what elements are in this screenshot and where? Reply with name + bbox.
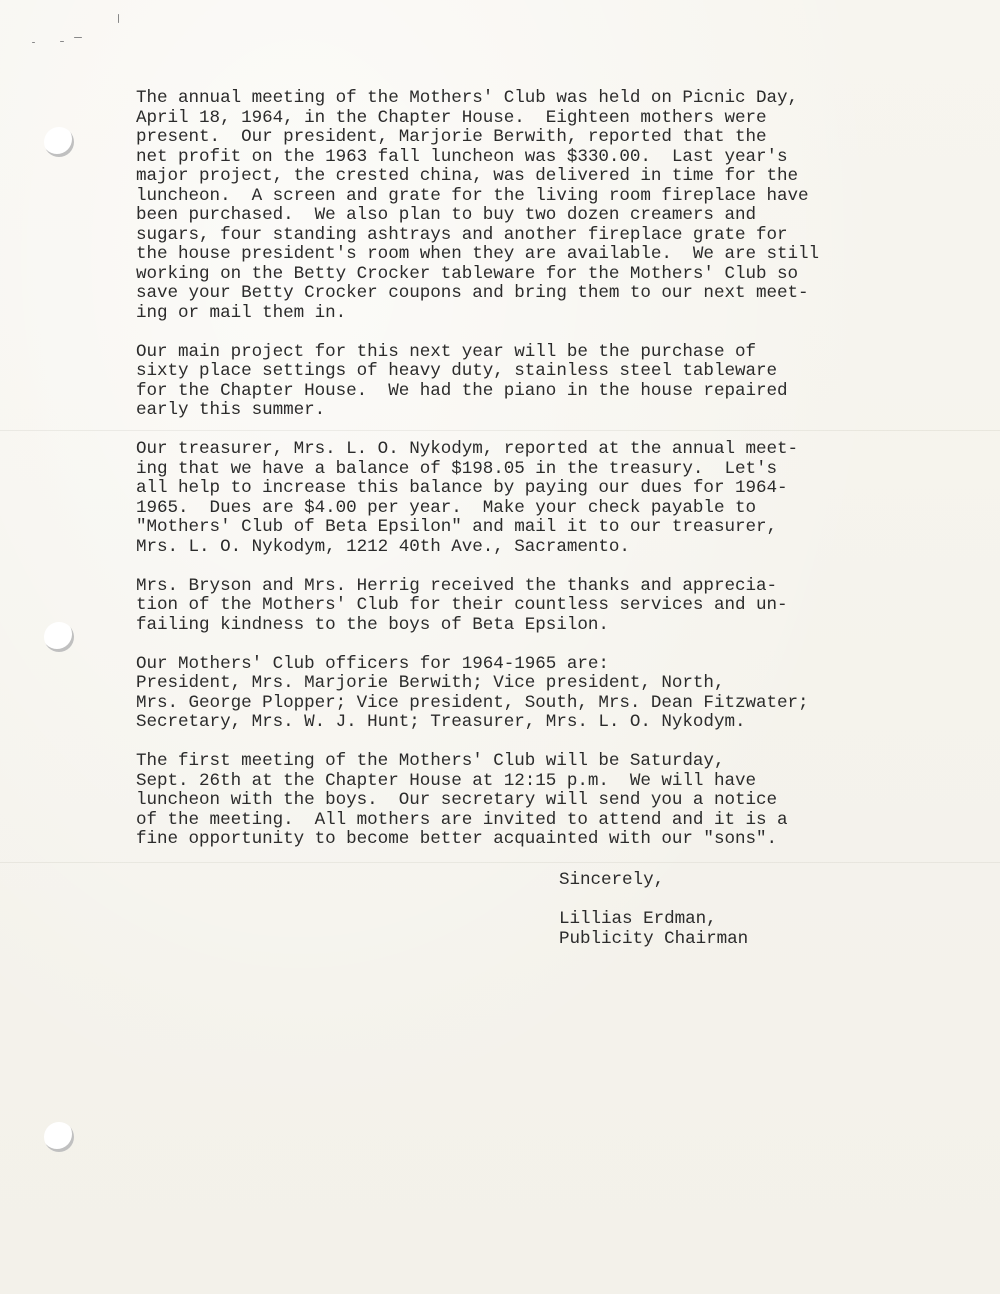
text-line: Sept. 26th at the Chapter House at 12:15 p.m. We will have <box>136 770 756 791</box>
text-line: President, Mrs. Marjorie Berwith; Vice president, North, <box>136 673 725 693</box>
text-line: luncheon. A screen and grate for the living room fireplace have <box>136 185 809 206</box>
text-line: Mrs. George Plopper; Vice president, South, Mrs. Dean Fitzwater; <box>136 692 809 713</box>
signer-name: Lillias Erdman, <box>559 909 717 929</box>
text-line: present. Our president, Marjorie Berwith, reported that the <box>136 127 767 147</box>
text-line: tion of the Mothers' Club for their countless services and un- <box>136 595 788 615</box>
text-line: Secretary, Mrs. W. J. Hunt; Treasurer, Mrs. L. O. Nykodym. <box>136 712 746 732</box>
binder-hole <box>44 622 74 652</box>
paragraph-thanks <box>136 577 936 636</box>
text-line: fine opportunity to become better acquainted with our "sons". <box>136 829 777 849</box>
text-line: failing kindness to the boys of Beta Epsilon. <box>136 614 609 635</box>
text-line: The first meeting of the Mothers' Club will be Saturday, <box>136 751 725 771</box>
text-line: major project, the crested china, was delivered in time for the <box>136 166 799 186</box>
text-line: of the meeting. All mothers are invited to attend and it is a <box>136 809 788 830</box>
paragraph-officers <box>136 655 936 733</box>
text-line: Mrs. Bryson and Mrs. Herrig received the thanks and apprecia- <box>136 575 777 596</box>
text-line: 1965. Dues are $4.00 per year. Make your check payable to <box>136 497 756 518</box>
text-line: The annual meeting of the Mothers' Club was held on Picnic Day, <box>136 88 799 108</box>
text-line: Our main project for this next year will be the purchase of <box>136 341 756 362</box>
text-line: save your Betty Crocker coupons and bring them to our next meet- <box>136 283 809 303</box>
paragraph-treasurer-report <box>136 440 936 557</box>
text-line: working on the Betty Crocker tableware for the Mothers' Club so <box>136 263 799 284</box>
text-line: early this summer. <box>136 400 326 420</box>
text-line: "Mothers' Club of Beta Epsilon" and mail it to our treasurer, <box>136 517 777 537</box>
signer-title: Publicity Chairman <box>559 928 749 949</box>
text-line: luncheon with the boys. Our secretary will send you a notice <box>136 790 777 810</box>
text-line: Our Mothers' Club officers for 1964-1965 are: <box>136 653 609 674</box>
text-line: net profit on the 1963 fall luncheon was $330.00. Last year's <box>136 146 788 167</box>
paper-speck <box>32 42 35 43</box>
paragraph-first-meeting <box>136 752 936 850</box>
valediction: Sincerely, <box>559 870 665 890</box>
text-line: been purchased. We also plan to buy two dozen creamers and <box>136 205 756 225</box>
text-line: all help to increase this balance by paying our dues for 1964- <box>136 478 788 498</box>
text-line: for the Chapter House. We had the piano in the house repaired <box>136 380 788 401</box>
text-line: the house president's room when they are available. We are still <box>136 244 820 264</box>
text-line: sugars, four standing ashtrays and another fireplace grate for <box>136 224 788 245</box>
text-line: sixty place settings of heavy duty, stainless steel tableware <box>136 361 777 381</box>
text-line: ing or mail them in. <box>136 302 347 323</box>
paragraph-main-project <box>136 343 936 421</box>
letter-body <box>136 89 936 869</box>
paragraph-annual-meeting <box>136 89 936 323</box>
binder-hole <box>44 1122 74 1152</box>
paper-speck <box>74 37 82 38</box>
letter-closing <box>559 871 748 949</box>
paper-speck <box>60 41 64 42</box>
text-line: ing that we have a balance of $198.05 in the treasury. Let's <box>136 458 777 479</box>
binder-hole <box>44 127 74 157</box>
text-line: April 18, 1964, in the Chapter House. Eighteen mothers were <box>136 107 767 128</box>
closing-spacer <box>559 891 748 911</box>
text-line: Mrs. L. O. Nykodym, 1212 40th Ave., Sacramento. <box>136 536 630 557</box>
text-line: Our treasurer, Mrs. L. O. Nykodym, reported at the annual meet- <box>136 439 799 459</box>
paper-speck <box>118 14 119 23</box>
